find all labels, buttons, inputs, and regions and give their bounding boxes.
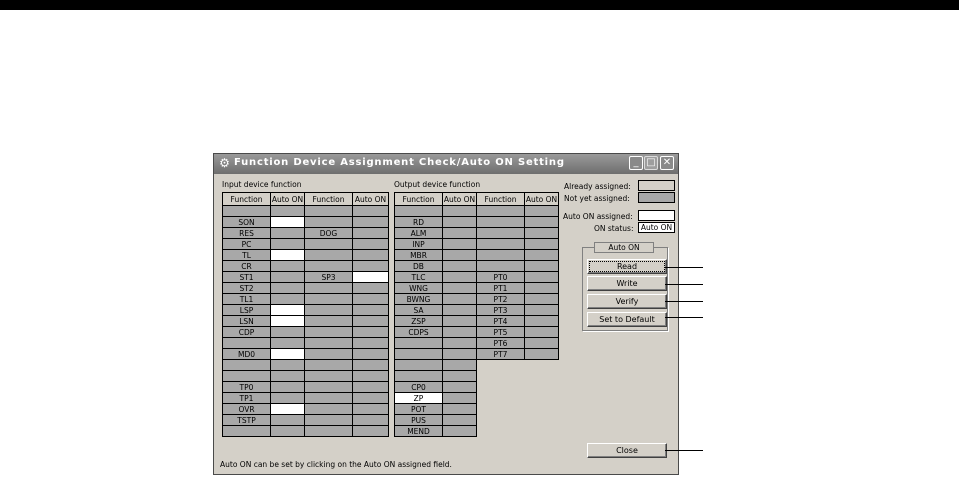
- auto-on-cell[interactable]: [271, 272, 305, 283]
- function-cell: [395, 371, 443, 382]
- table-row: [395, 272, 559, 283]
- auto-on-cell[interactable]: [271, 239, 305, 250]
- auto-on-cell[interactable]: [525, 294, 559, 305]
- table-row: [223, 217, 389, 228]
- auto-on-cell[interactable]: [443, 272, 477, 283]
- auto-on-cell[interactable]: [271, 404, 305, 415]
- table-row: [223, 349, 389, 360]
- auto-on-cell[interactable]: [271, 382, 305, 393]
- empty-cell: [525, 393, 559, 404]
- table-row: [223, 404, 389, 415]
- function-cell: MD0: [223, 349, 271, 360]
- auto-on-cell[interactable]: [271, 426, 305, 437]
- function-cell: WNG: [395, 283, 443, 294]
- function-cell: [223, 426, 271, 437]
- auto-on-cell[interactable]: [353, 239, 389, 250]
- function-cell: LSN: [223, 316, 271, 327]
- table-row: [395, 250, 559, 261]
- function-cell: [305, 261, 353, 272]
- auto-on-cell[interactable]: [525, 327, 559, 338]
- input-group-label: Input device function: [222, 180, 302, 189]
- table-row: [223, 338, 389, 349]
- function-cell: [305, 250, 353, 261]
- empty-cell: [525, 382, 559, 393]
- function-cell: TSTP: [223, 415, 271, 426]
- auto-on-cell[interactable]: [525, 206, 559, 217]
- empty-cell: [477, 360, 525, 371]
- auto-on-cell[interactable]: [353, 250, 389, 261]
- close-button[interactable]: Close: [587, 443, 667, 458]
- auto-on-cell[interactable]: [525, 272, 559, 283]
- auto-on-cell[interactable]: [353, 283, 389, 294]
- auto-on-cell[interactable]: [353, 371, 389, 382]
- auto-on-cell[interactable]: [353, 228, 389, 239]
- window-title: Function Device Assignment Check/Auto ON Setting: [234, 157, 565, 168]
- function-cell: ALM: [395, 228, 443, 239]
- callout-line-close: [665, 450, 703, 451]
- function-cell: CDPS: [395, 327, 443, 338]
- auto-on-cell[interactable]: [353, 338, 389, 349]
- auto-on-cell[interactable]: [443, 217, 477, 228]
- table-row: [395, 217, 559, 228]
- function-cell: [223, 338, 271, 349]
- auto-on-cell[interactable]: [525, 239, 559, 250]
- function-cell: TL: [223, 250, 271, 261]
- function-cell: [305, 426, 353, 437]
- auto-on-cell[interactable]: [271, 250, 305, 261]
- auto-on-cell[interactable]: [443, 426, 477, 437]
- table-row: [223, 261, 389, 272]
- auto-on-cell[interactable]: [443, 404, 477, 415]
- auto-on-cell[interactable]: [271, 294, 305, 305]
- table-row: [395, 371, 559, 382]
- read-button[interactable]: Read: [587, 259, 667, 274]
- table-row: [223, 371, 389, 382]
- empty-cell: [477, 382, 525, 393]
- function-cell: [477, 250, 525, 261]
- function-cell: [305, 239, 353, 250]
- legend-onstatus-value: Auto ON: [638, 222, 675, 233]
- function-cell: PT1: [477, 283, 525, 294]
- table-row: [223, 382, 389, 393]
- function-cell: PUS: [395, 415, 443, 426]
- empty-cell: [525, 371, 559, 382]
- auto-on-cell[interactable]: [271, 415, 305, 426]
- function-cell: CR: [223, 261, 271, 272]
- auto-on-cell[interactable]: [443, 305, 477, 316]
- legend-already-swatch: [638, 180, 675, 191]
- auto-on-cell[interactable]: [525, 338, 559, 349]
- table-row: [395, 239, 559, 250]
- empty-cell: [477, 426, 525, 437]
- table-row: [223, 250, 389, 261]
- auto-on-cell[interactable]: [443, 250, 477, 261]
- auto-on-cell[interactable]: [353, 415, 389, 426]
- function-cell: [305, 371, 353, 382]
- auto-on-cell[interactable]: [271, 305, 305, 316]
- auto-on-cell[interactable]: [525, 228, 559, 239]
- auto-on-cell[interactable]: [353, 360, 389, 371]
- function-cell: TP0: [223, 382, 271, 393]
- top-rule: [0, 0, 959, 10]
- auto-on-cell[interactable]: [271, 371, 305, 382]
- function-cell: MBR: [395, 250, 443, 261]
- function-cell: [305, 206, 353, 217]
- function-cell: [305, 349, 353, 360]
- function-cell: RD: [395, 217, 443, 228]
- function-cell: [477, 217, 525, 228]
- function-cell: [223, 360, 271, 371]
- auto-on-cell[interactable]: [353, 261, 389, 272]
- function-cell: [395, 338, 443, 349]
- table-row: [395, 305, 559, 316]
- auto-on-cell[interactable]: [443, 382, 477, 393]
- auto-on-cell[interactable]: [353, 404, 389, 415]
- auto-on-cell[interactable]: [525, 217, 559, 228]
- function-cell: TL1: [223, 294, 271, 305]
- function-cell: TP1: [223, 393, 271, 404]
- col-header: Auto ON: [271, 194, 304, 204]
- function-cell: [305, 404, 353, 415]
- table-row: [395, 349, 559, 360]
- function-cell: PT3: [477, 305, 525, 316]
- auto-on-cell[interactable]: [271, 393, 305, 404]
- table-row: [395, 360, 559, 371]
- function-cell: PC: [223, 239, 271, 250]
- table-row: [395, 283, 559, 294]
- function-cell: PT0: [477, 272, 525, 283]
- table-row: [223, 316, 389, 327]
- function-cell: TLC: [395, 272, 443, 283]
- auto-on-cell[interactable]: [443, 239, 477, 250]
- function-cell: [305, 415, 353, 426]
- auto-on-cell[interactable]: [353, 426, 389, 437]
- auto-on-cell[interactable]: [353, 327, 389, 338]
- auto-on-cell[interactable]: [443, 338, 477, 349]
- function-cell: LSP: [223, 305, 271, 316]
- function-cell: [305, 217, 353, 228]
- function-cell: CP0: [395, 382, 443, 393]
- function-cell: SA: [395, 305, 443, 316]
- output-device-table: [394, 192, 559, 437]
- function-cell: POT: [395, 404, 443, 415]
- auto-on-cell[interactable]: [443, 283, 477, 294]
- table-row: [223, 206, 389, 217]
- empty-cell: [477, 393, 525, 404]
- auto-on-cell[interactable]: [525, 316, 559, 327]
- footer-note: Auto ON can be set by clicking on the Auto ON assigned field.: [220, 460, 452, 469]
- col-header: Auto ON: [525, 194, 558, 204]
- legend-already-label: Already assigned:: [564, 182, 631, 191]
- col-header: Function: [305, 193, 353, 206]
- legend-notyet-swatch: [638, 192, 675, 203]
- table-row: [223, 228, 389, 239]
- function-cell: [477, 206, 525, 217]
- table-row: [395, 206, 559, 217]
- table-row: [223, 393, 389, 404]
- table-row: [395, 393, 559, 404]
- auto-on-cell[interactable]: [443, 261, 477, 272]
- function-cell: [305, 338, 353, 349]
- function-cell: ZP: [395, 393, 443, 404]
- table-row: [395, 426, 559, 437]
- function-cell: [305, 382, 353, 393]
- function-cell: BWNG: [395, 294, 443, 305]
- function-cell: PT6: [477, 338, 525, 349]
- table-row: [395, 228, 559, 239]
- auto-on-cell[interactable]: [271, 283, 305, 294]
- function-cell: [305, 327, 353, 338]
- auto-on-cell[interactable]: [353, 217, 389, 228]
- table-row: [223, 426, 389, 437]
- gear-icon: ⚙: [219, 156, 230, 170]
- auto-on-cell[interactable]: [271, 206, 305, 217]
- auto-on-cell[interactable]: [271, 228, 305, 239]
- auto-on-cell[interactable]: [443, 228, 477, 239]
- auto-on-cell[interactable]: [525, 261, 559, 272]
- auto-on-cell[interactable]: [353, 294, 389, 305]
- auto-on-cell[interactable]: [353, 272, 389, 283]
- function-cell: [305, 360, 353, 371]
- function-cell: PT2: [477, 294, 525, 305]
- auto-on-cell[interactable]: [353, 382, 389, 393]
- function-cell: [395, 206, 443, 217]
- table-row: [395, 415, 559, 426]
- function-cell: [477, 228, 525, 239]
- auto-on-cell[interactable]: [525, 305, 559, 316]
- function-cell: ST2: [223, 283, 271, 294]
- dialog-window: [213, 153, 679, 475]
- auto-on-cell[interactable]: [443, 316, 477, 327]
- function-cell: [305, 393, 353, 404]
- auto-on-cell[interactable]: [353, 349, 389, 360]
- callout-line-write: [665, 284, 703, 285]
- auto-on-cell[interactable]: [271, 316, 305, 327]
- function-cell: [395, 360, 443, 371]
- table-row: [223, 272, 389, 283]
- auto-on-groupbox-label: Auto ON: [594, 242, 654, 253]
- col-header: Auto ON: [353, 193, 389, 206]
- table-row: [223, 239, 389, 250]
- empty-cell: [525, 404, 559, 415]
- auto-on-cell[interactable]: [443, 415, 477, 426]
- empty-cell: [525, 360, 559, 371]
- table-row: [395, 294, 559, 305]
- function-cell: OVR: [223, 404, 271, 415]
- table-row: [223, 415, 389, 426]
- function-cell: RES: [223, 228, 271, 239]
- callout-line-read: [665, 267, 703, 268]
- auto-on-cell[interactable]: [525, 283, 559, 294]
- input-device-table: [222, 192, 389, 437]
- auto-on-cell[interactable]: [443, 371, 477, 382]
- empty-cell: [477, 415, 525, 426]
- auto-on-cell[interactable]: [443, 360, 477, 371]
- function-cell: [305, 283, 353, 294]
- table-row: [223, 305, 389, 316]
- verify-button[interactable]: Verify: [587, 294, 667, 309]
- auto-on-cell[interactable]: [353, 393, 389, 404]
- auto-on-cell[interactable]: [353, 316, 389, 327]
- empty-cell: [525, 415, 559, 426]
- auto-on-cell[interactable]: [271, 360, 305, 371]
- col-header: Auto ON: [443, 194, 476, 204]
- auto-on-cell[interactable]: [443, 393, 477, 404]
- function-cell: CDP: [223, 327, 271, 338]
- function-cell: DB: [395, 261, 443, 272]
- legend-autoon-label: Auto ON assigned:: [563, 212, 633, 221]
- table-row: [223, 294, 389, 305]
- minimize-button[interactable]: _: [629, 156, 643, 170]
- callout-line-default: [665, 317, 703, 318]
- table-row: [395, 338, 559, 349]
- function-cell: [305, 305, 353, 316]
- write-button[interactable]: Write: [587, 276, 667, 291]
- set-to-default-button[interactable]: Set to Default: [587, 312, 667, 327]
- function-cell: SP3: [305, 272, 353, 283]
- auto-on-cell[interactable]: [443, 327, 477, 338]
- function-cell: [223, 371, 271, 382]
- auto-on-cell[interactable]: [525, 349, 559, 360]
- table-row: [395, 316, 559, 327]
- function-cell: ST1: [223, 272, 271, 283]
- function-cell: [305, 294, 353, 305]
- function-cell: [395, 349, 443, 360]
- title-bar[interactable]: [214, 154, 678, 174]
- function-cell: [223, 206, 271, 217]
- auto-on-cell[interactable]: [443, 206, 477, 217]
- legend-autoon-swatch: [638, 210, 675, 221]
- function-cell: MEND: [395, 426, 443, 437]
- table-row: [395, 261, 559, 272]
- table-row: [223, 283, 389, 294]
- auto-on-cell[interactable]: [271, 261, 305, 272]
- table-row: [395, 327, 559, 338]
- table-row: [223, 360, 389, 371]
- table-row: [395, 382, 559, 393]
- legend-onstatus-label: ON status:: [594, 224, 634, 233]
- maximize-button[interactable]: □: [644, 156, 658, 170]
- function-cell: [477, 239, 525, 250]
- callout-line-verify: [665, 301, 703, 302]
- function-cell: PT5: [477, 327, 525, 338]
- function-cell: PT4: [477, 316, 525, 327]
- empty-cell: [477, 371, 525, 382]
- close-window-button[interactable]: ✕: [660, 156, 674, 170]
- empty-cell: [477, 404, 525, 415]
- auto-on-cell[interactable]: [353, 206, 389, 217]
- function-cell: [305, 316, 353, 327]
- col-header: Function: [477, 193, 525, 206]
- auto-on-cell[interactable]: [353, 305, 389, 316]
- output-group-label: Output device function: [394, 180, 481, 189]
- function-cell: ZSP: [395, 316, 443, 327]
- function-cell: PT7: [477, 349, 525, 360]
- function-cell: DOG: [305, 228, 353, 239]
- legend-notyet-label: Not yet assigned:: [564, 194, 630, 203]
- auto-on-cell[interactable]: [443, 349, 477, 360]
- auto-on-cell[interactable]: [443, 294, 477, 305]
- function-cell: SON: [223, 217, 271, 228]
- auto-on-cell[interactable]: [271, 327, 305, 338]
- function-cell: INP: [395, 239, 443, 250]
- auto-on-cell[interactable]: [271, 349, 305, 360]
- col-header: Function: [223, 193, 271, 206]
- table-row: [223, 327, 389, 338]
- empty-cell: [525, 426, 559, 437]
- auto-on-cell[interactable]: [271, 217, 305, 228]
- col-header: Function: [395, 193, 443, 206]
- function-cell: [477, 261, 525, 272]
- auto-on-cell[interactable]: [271, 338, 305, 349]
- table-row: [395, 404, 559, 415]
- auto-on-cell[interactable]: [525, 250, 559, 261]
